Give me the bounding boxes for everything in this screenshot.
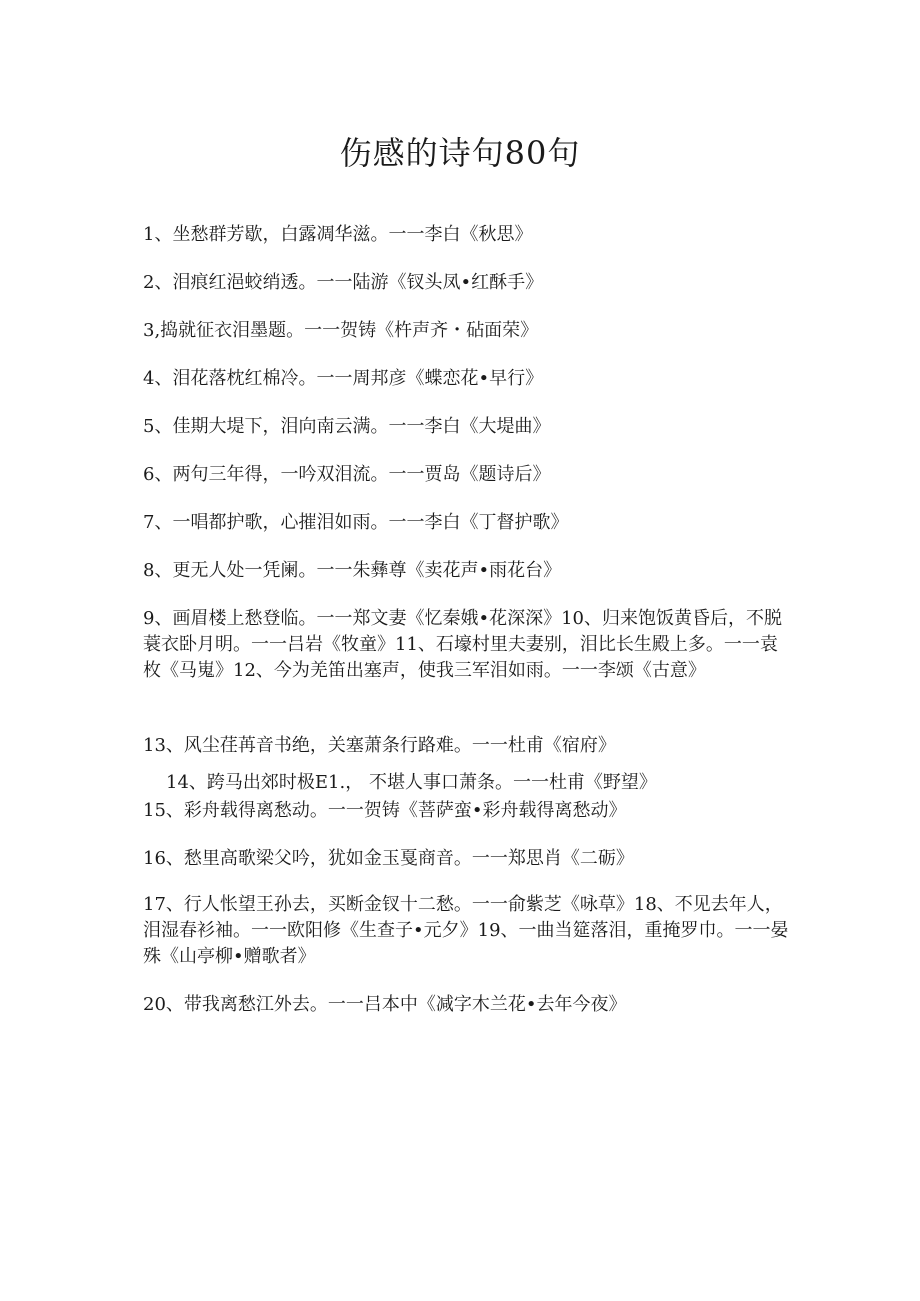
- poem-line-20: 20、带我离愁江外去。一一吕本中《减字木兰花•去年今夜》: [143, 994, 627, 1015]
- poem-line-15: 15、彩舟载得离愁动。一一贺铸《菩萨蛮•彩舟载得离愁动》: [143, 800, 627, 821]
- poem-block-17-19: 17、行人怅望王孙去，买断金钗十二愁。一一俞紫芝《咏草》18、不见去年人，泪湿春衫袖。一一欧阳修《生查子•元夕》19、一曲当筵落泪，重掩罗巾。一一晏殊《山亭柳•赠歌者》: [143, 894, 789, 967]
- poem-line-8: 8、更无人处一凭阑。一一朱彝尊《卖花声•雨花台》: [143, 560, 562, 581]
- poem-line-16: 16、愁里高歌梁父吟，犹如金玉戛商音。一一郑思肖《二砺》: [143, 848, 634, 869]
- poem-line-3: 3,捣就征衣泪墨题。一一贺铸《杵声齐・砧面荣》: [143, 320, 539, 341]
- page-title: 伤感的诗句80句: [339, 134, 581, 172]
- poem-line-6: 6、两句三年得，一吟双泪流。一一贾岛《题诗后》: [143, 464, 551, 485]
- poem-block-9-12: 9、画眉楼上愁登临。一一郑文妻《忆秦娥•花深深》10、归来饱饭黄昏后，不脱蓑衣卧月明。一一吕岩《牧童》11、石壕村里夫妻别，泪比长生殿上多。一一袁枚《马嵬》12、今为羌笛出塞声，使我三军泪如雨。一一李颂《古意》: [143, 608, 782, 681]
- poem-line-5: 5、佳期大堤下，泪向南云满。一一李白《大堤曲》: [143, 416, 551, 437]
- poem-line-7: 7、一唱都护歌，心摧泪如雨。一一李白《丁督护歌》: [143, 512, 569, 533]
- poem-line-14: 14、跨马出郊时极E1.， 不堪人事口萧条。一一杜甫《野望》: [166, 772, 657, 793]
- poem-line-1: 1、坐愁群芳歇，白露凋华滋。一一李白《秋思》: [143, 224, 533, 245]
- poem-line-2: 2、泪痕红浥蛟绡透。一一陆游《钗头凤•红酥手》: [143, 272, 544, 293]
- poem-line-4: 4、泪花落枕红棉冷。一一周邦彦《蝶恋花•早行》: [143, 368, 544, 389]
- poem-line-13: 13、风尘荏苒音书绝，关塞萧条行路难。一一杜甫《宿府》: [143, 735, 616, 756]
